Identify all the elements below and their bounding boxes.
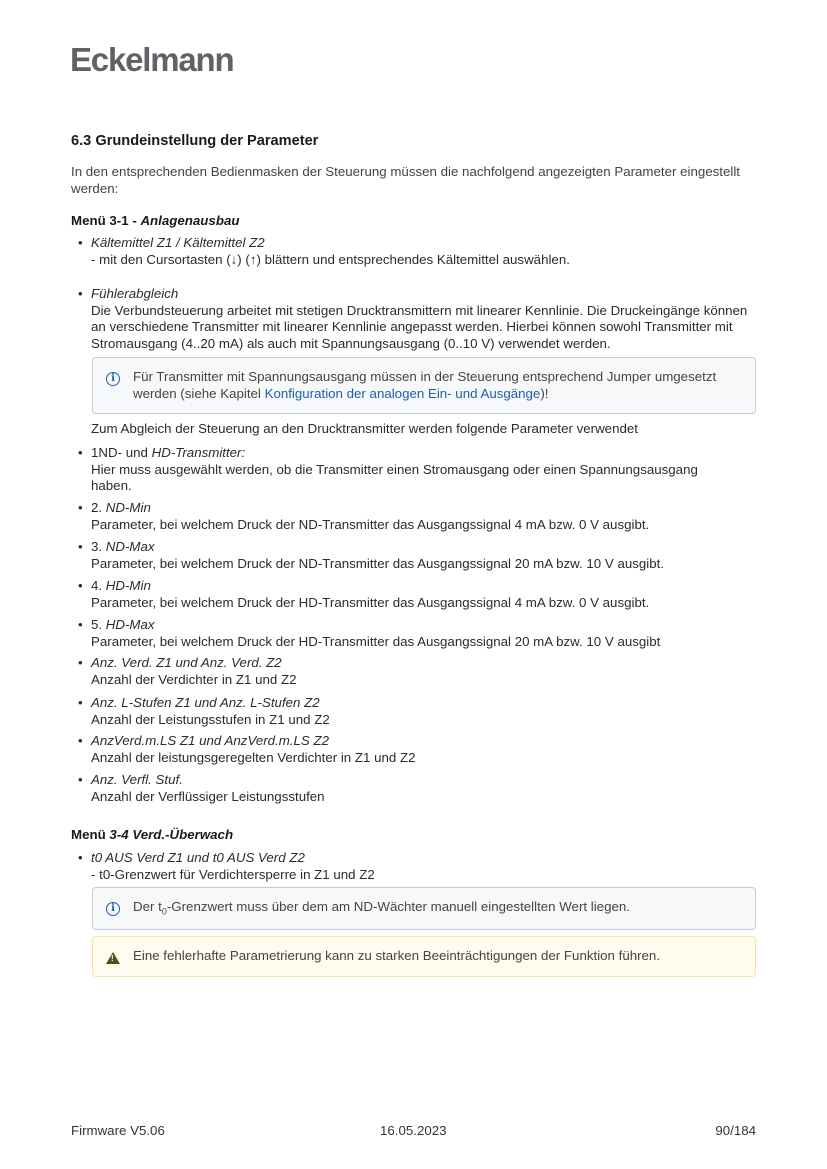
param-desc: Parameter, bei welchem Druck der HD-Transmitter das Ausgangssignal 4 mA bzw. 0 V ausgibt. — [91, 594, 650, 610]
parameter-item: • AnzVerd.m.LS Z1 und AnzVerd.m.LS Z2 Anzahl der leistungsgeregelten Verdichter in Z1 und Z2 — [78, 733, 768, 766]
menu-title: 3-4 Verd.-Überwach — [109, 827, 234, 842]
param-desc: Hier muss ausgewählt werden, ob die Transmitter einen Stromausgang oder einen Spannungsausgang haben. — [91, 461, 698, 494]
item-title: Fühlerabgleich — [91, 286, 179, 301]
item-desc: - t0-Grenzwert für Verdichtersperre in Z1 und Z2 — [91, 866, 375, 882]
parameter-item: • Anz. Verfl. Stuf. Anzahl der Verflüssiger Leistungsstufen — [78, 772, 768, 805]
param-title: AnzVerd.m.LS Z1 und AnzVerd.m.LS Z2 — [91, 733, 329, 748]
footer-firmware: Firmware V5.06 — [71, 1123, 165, 1138]
parameter-item: • 2. ND-Min Parameter, bei welchem Druck der ND-Transmitter das Ausgangssignal 4 mA bzw. 0 V ausgibt. — [78, 500, 768, 533]
param-desc: Anzahl der Verdichter in Z1 und Z2 — [91, 671, 297, 687]
menu-prefix: Menü — [71, 827, 110, 842]
param-desc: Anzahl der leistungsgeregelten Verdichter in Z1 und Z2 — [91, 749, 416, 765]
warning-note — [92, 936, 756, 977]
warning-text: Eine fehlerhafte Parametrierung kann zu starken Beeinträchtigungen der Funktion führen. — [133, 948, 661, 963]
item-title: t0 AUS Verd Z1 und t0 AUS Verd Z2 — [91, 850, 305, 865]
intro-text: In den entsprechenden Bedienmasken der Steuerung müssen die nachfolgend angezeigten Parameter eingestellt werden: — [71, 164, 740, 196]
section-heading: 6.3 Grundeinstellung der Parameter — [71, 133, 319, 149]
list-item: • t0 AUS Verd Z1 und t0 AUS Verd Z2 - t0-Grenzwert für Verdichtersperre in Z1 und Z2 — [78, 850, 768, 883]
param-title: Anz. Verd. Z1 und Anz. Verd. Z2 — [91, 655, 282, 670]
parameter-item: • 5. HD-Max Parameter, bei welchem Druck der HD-Transmitter das Ausgangssignal 20 mA bzw. 10 V ausgibt — [78, 617, 768, 650]
info-icon: i — [106, 902, 120, 916]
logo: Eckelmann — [70, 41, 234, 78]
menu-3-4-heading — [71, 827, 233, 844]
menu-prefix: Menü 3-1 - — [71, 213, 141, 228]
param-desc: Anzahl der Verflüssiger Leistungsstufen — [91, 788, 325, 804]
param-title: ND-Max — [105, 539, 155, 554]
info-note — [92, 357, 756, 414]
note-subscript: 0 — [161, 906, 167, 917]
item-desc: - mit den Cursortasten (↓) (↑) blättern und entsprechendes Kältemittel auswählen. — [91, 251, 570, 267]
param-title: Anz. L-Stufen Z1 und Anz. L-Stufen Z2 — [91, 695, 320, 710]
param-num: 4. — [91, 578, 106, 593]
param-desc: Parameter, bei welchem Druck der HD-Transmitter das Ausgangssignal 20 mA bzw. 10 V ausgibt — [91, 633, 661, 649]
param-desc: Parameter, bei welchem Druck der ND-Transmitter das Ausgangssignal 20 mA bzw. 10 V ausgibt. — [91, 555, 665, 571]
param-num: 1ND- und — [91, 445, 152, 460]
param-title: HD-Max — [105, 617, 155, 632]
warning-icon: ! — [106, 952, 120, 964]
param-desc: Parameter, bei welchem Druck der ND-Transmitter das Ausgangssignal 4 mA bzw. 0 V ausgibt. — [91, 516, 650, 532]
note-text: Der t — [133, 899, 162, 914]
note-text: )! — [540, 385, 549, 401]
param-num: 5. — [91, 617, 106, 632]
param-title: Anz. Verfl. Stuf. — [91, 772, 183, 787]
parameter-item: • Anz. L-Stufen Z1 und Anz. L-Stufen Z2 Anzahl der Leistungsstufen in Z1 und Z2 — [78, 695, 768, 728]
item-desc: Die Verbundsteuerung arbeitet mit stetigen Drucktransmittern mit linearer Kennlinie. Die Druckeingänge können an verschiedene Transmitter mit linearer Kennlinie angepasst werden. Hierbei können sowohl Transmitter mit Stromausgang (4..20 mA) als auch mit Spannungsausgang (0..10 V) verwendet werden. — [91, 302, 748, 351]
item-title: Kältemittel Z1 / Kältemittel Z2 — [91, 235, 265, 250]
list-item: • Fühlerabgleich Die Verbundsteuerung arbeitet mit stetigen Drucktransmittern mit linearer Kennlinie. Die Druckeingänge können an verschiedene Transmitter mit linearer Kennlinie angepasst werden. Hierbei können sowohl Transmitter mit Stromausgang (4..20 mA) als auch mit Spannungsausgang (0..10 V) verwendet werden. — [78, 286, 768, 352]
parameter-item: • 1ND- und HD-Transmitter: Hier muss ausgewählt werden, ob die Transmitter einen Stromausgang oder einen Spannungsausgang haben. — [78, 445, 768, 495]
info-icon: i — [106, 372, 120, 386]
footer-page: 90/184 — [715, 1123, 756, 1138]
info-note — [92, 887, 756, 930]
parameter-item: • 3. ND-Max Parameter, bei welchem Druck der ND-Transmitter das Ausgangssignal 20 mA bzw. 10 V ausgibt. — [78, 539, 768, 572]
note-text: -Grenzwert muss über dem am ND-Wächter manuell eingestellten Wert liegen. — [166, 899, 630, 914]
menu-3-1-heading — [71, 213, 239, 230]
param-desc: Anzahl der Leistungsstufen in Z1 und Z2 — [91, 711, 330, 727]
footer-date: 16.05.2023 — [380, 1123, 447, 1138]
param-title: ND-Min — [105, 500, 151, 515]
param-title: HD-Transmitter: — [151, 445, 246, 460]
chapter-link[interactable]: Konfiguration der analogen Ein- und Ausgänge — [264, 385, 541, 401]
param-num: 2. — [91, 500, 106, 515]
param-num: 3. — [91, 539, 106, 554]
parameter-item: • 4. HD-Min Parameter, bei welchem Druck der HD-Transmitter das Ausgangssignal 4 mA bzw. 0 V ausgibt. — [78, 578, 768, 611]
list-item: • Kältemittel Z1 / Kältemittel Z2 - mit den Cursortasten (↓) (↑) blättern und entsprechendes Kältemittel auswählen. — [78, 235, 768, 268]
note-text: Für Transmitter mit Spannungsausgang müssen in der Steuerung entsprechend Jumper umgesetzt werden (siehe Kapitel — [133, 369, 717, 401]
param-title: HD-Min — [105, 578, 151, 593]
menu-title: Anlagenausbau — [140, 213, 240, 228]
parameter-item: • Anz. Verd. Z1 und Anz. Verd. Z2 Anzahl der Verdichter in Z1 und Z2 — [78, 655, 768, 688]
abgleich-text: Zum Abgleich der Steuerung an den Drucktransmitter werden folgende Parameter verwendet — [91, 421, 638, 436]
